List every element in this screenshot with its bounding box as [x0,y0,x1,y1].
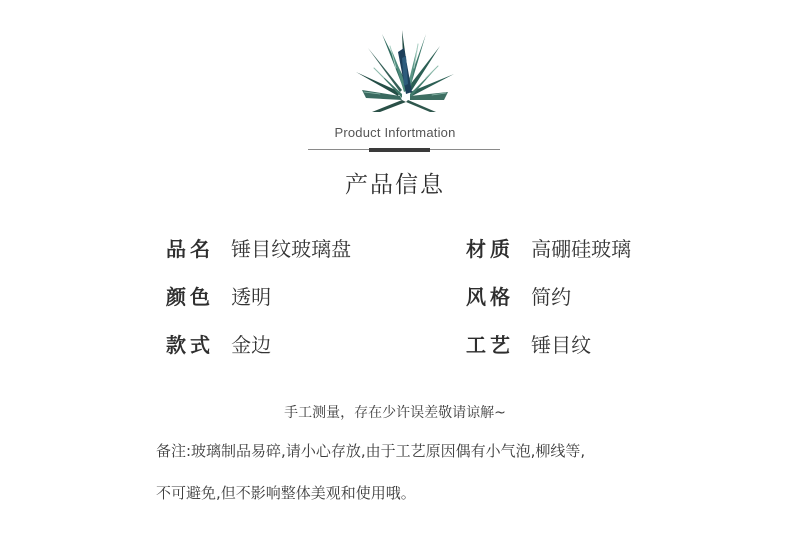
handmade-note: 手工测量，存在少许误差敬请谅解~ [284,405,506,421]
spec-value: 金边 [231,333,272,357]
spec-item-name [166,234,351,264]
spec-item-style [466,282,571,312]
spec-item-craft [466,330,591,360]
spec-label: 款式 [166,333,214,357]
spec-item-material [466,234,631,264]
spec-value: 锤目纹 [531,333,592,357]
spec-value: 锤目纹玻璃盘 [231,237,352,261]
spec-item-color [166,282,271,312]
spec-label: 品名 [166,237,214,261]
agave-plant-icon [352,28,456,112]
spec-label: 工艺 [466,333,514,357]
spec-label: 材质 [466,237,514,261]
section-subtitle: Product Infortmation [334,125,456,140]
agave-illustration [352,28,456,112]
spec-value: 透明 [231,285,272,309]
page-title: 产品信息 [345,172,445,198]
spec-label: 风格 [466,285,514,309]
remark-line-1: 备注:玻璃制品易碎,请小心存放,由于工艺原因偶有小气泡,柳线等, [156,442,586,460]
spec-value: 简约 [531,285,572,309]
spec-value: 高硼硅玻璃 [531,237,632,261]
spec-item-style-trim [166,330,271,360]
divider-accent [369,148,430,152]
spec-label: 颜色 [166,285,214,309]
remark-line-2: 不可避免,但不影响整体美观和使用哦。 [156,484,416,502]
